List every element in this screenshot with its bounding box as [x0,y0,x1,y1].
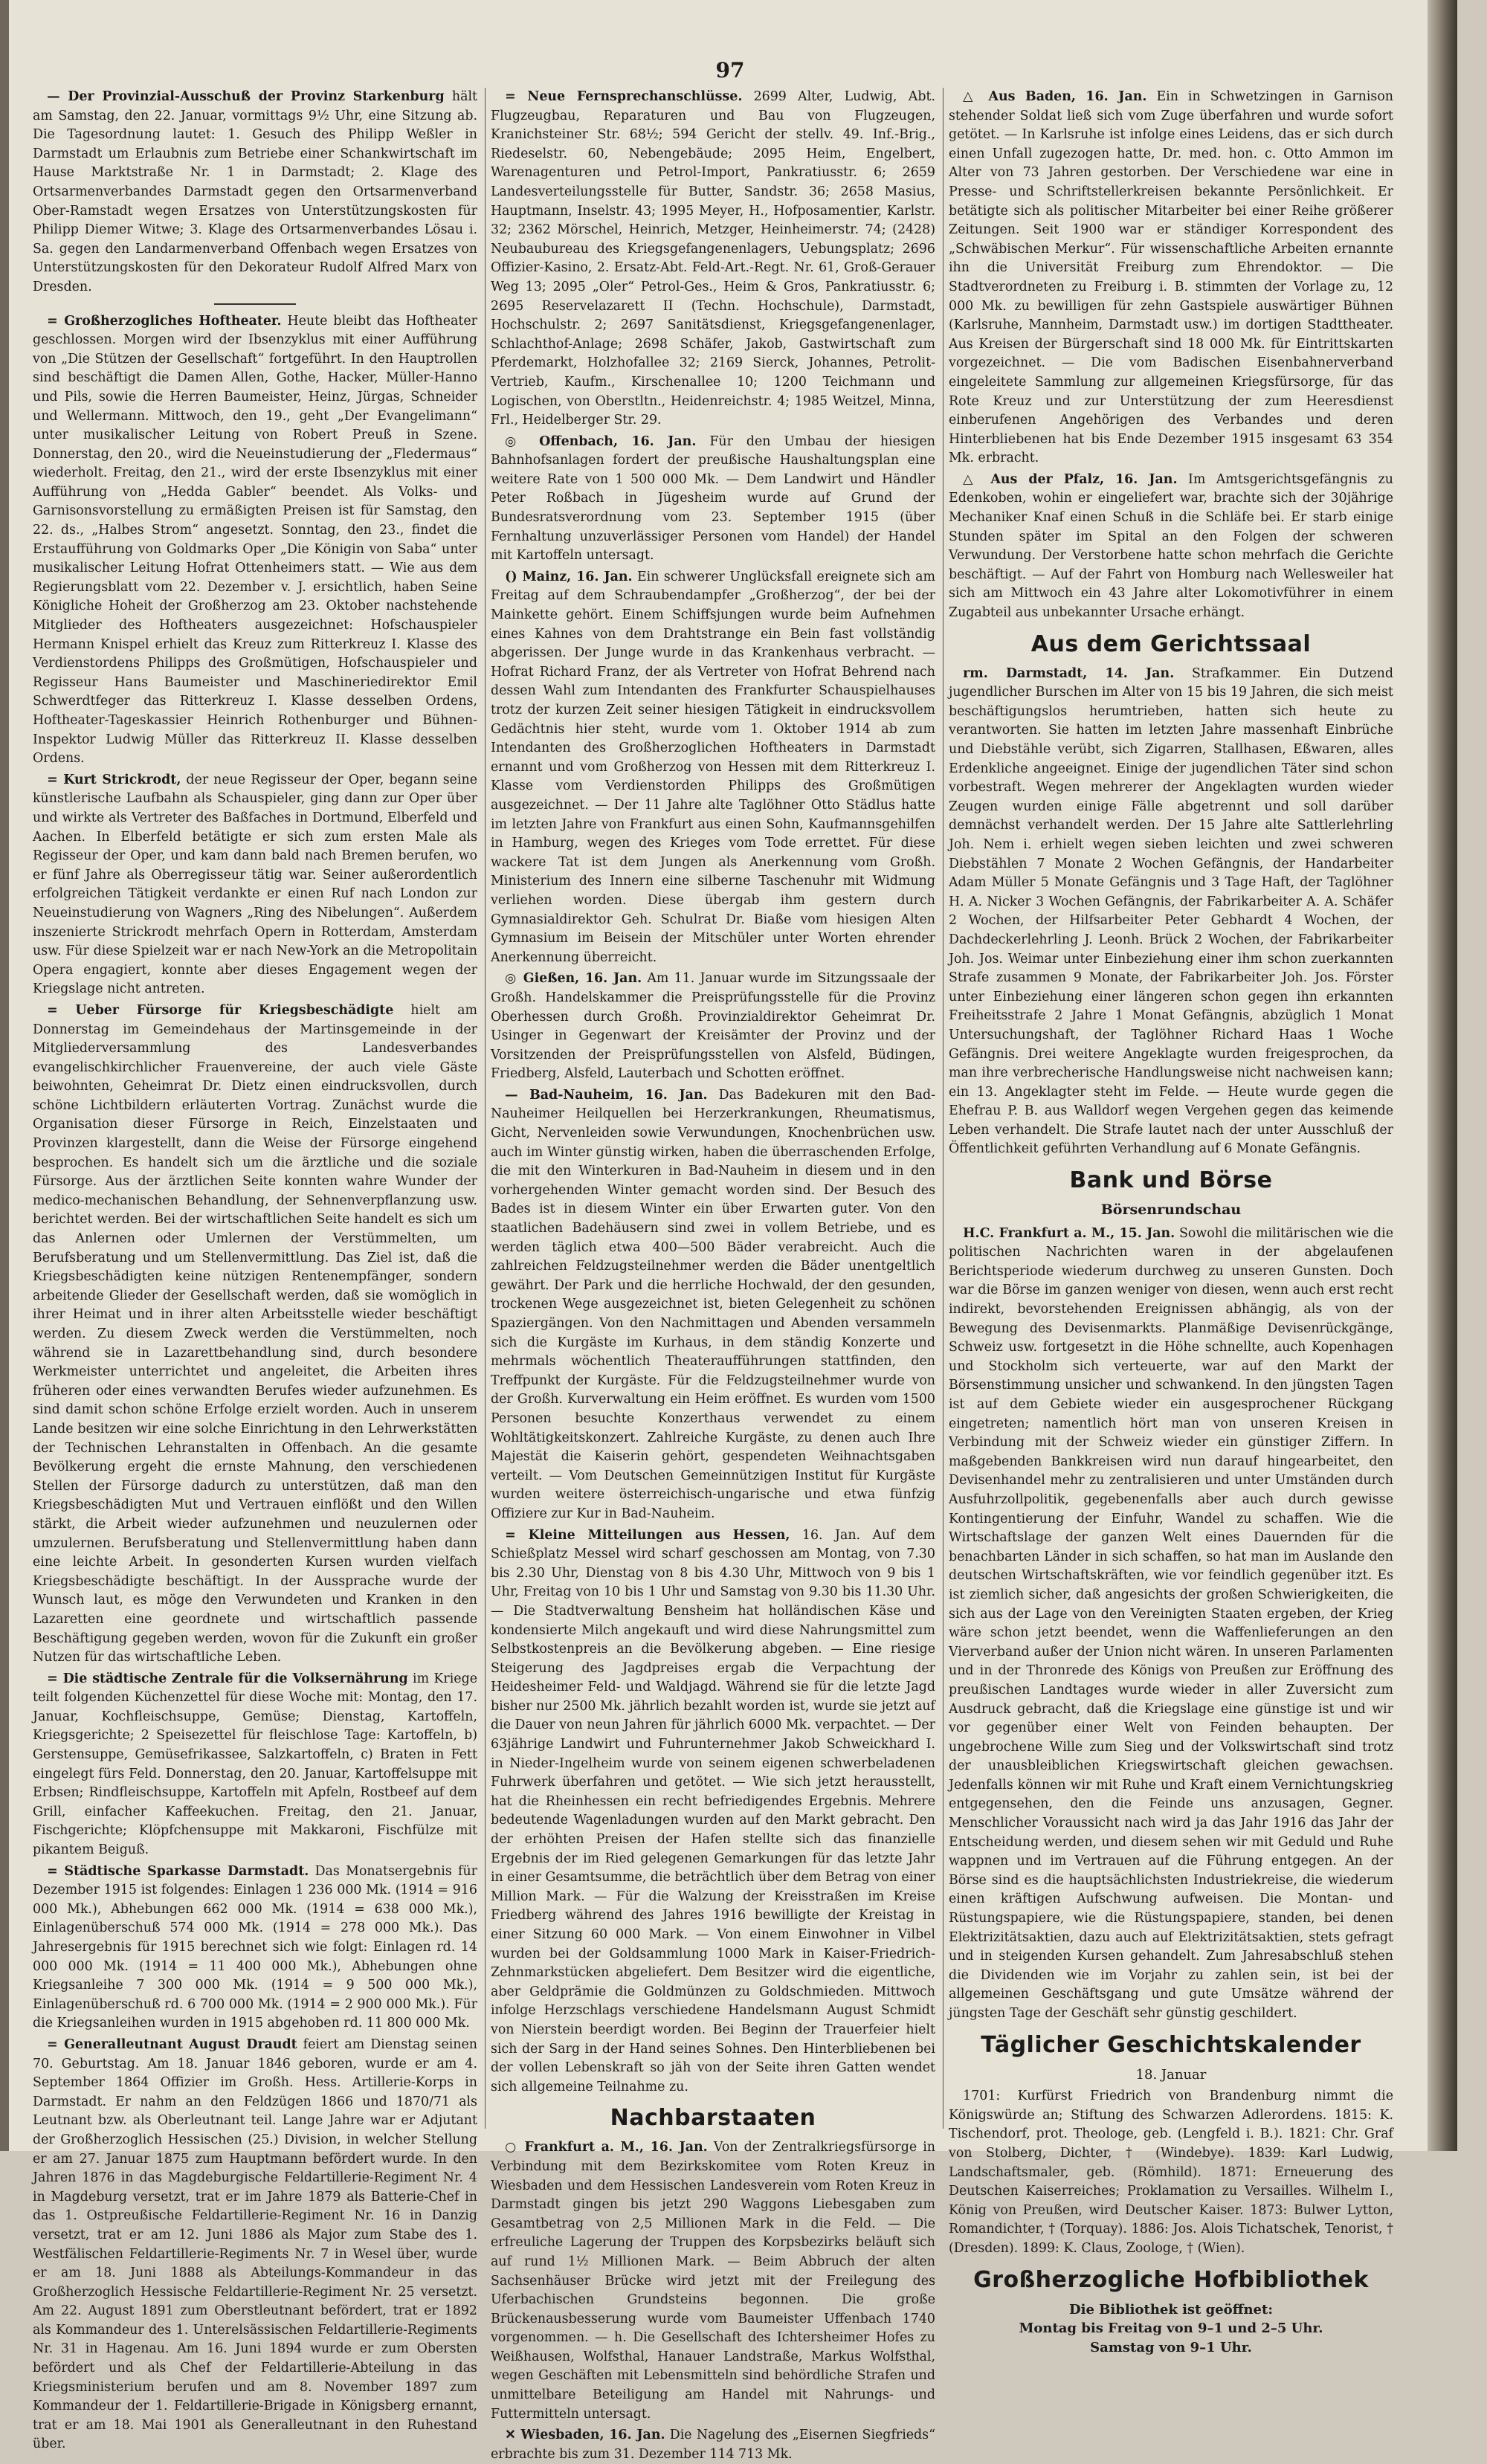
item-heading: ◎ Gießen, 16. Jan. [505,971,642,987]
section-subheading-boersenrundschau: Börsenrundschau [1100,1202,1242,1219]
item-text: Heute bleibt das Hoftheater geschlossen. Morgen wird der Ibsenzyklus mit einer Aufführung von „Die Stützen der Gesellschaft“ fortgeführt. In den Hauptrollen sind beschäftigt die Damen Allen, Gothe, Hacker, Müller-Hanno und Pils, sowie die Herren Baumeister, Heinz, Jürgas, Schneider und Wellermann. Mittwoch, den 19., geht „Der Evangelimann“ unter musikalischer Leitung von Robert Preuß in Szene. Donnerstag, den 20., wird die Neueinstudierung der „Fledermaus“ wiederholt. Freitag, den 21., wird der erste Ibsenzyklus mit einer Aufführung von „Hedda Gabler“ beendet. Als Volks- und Garnisonsvorstellung zu ermäßigten Preisen ist für Samstag, den 22. ds., „Halbes Strom“ angesetzt. Sonntag, den 23., findet die Erstaufführung von Goldmarks Oper „Die Königin von Saba“ unter musikalischer Leitung Hofrat Ottenheimers statt. — Wie aus dem Regierungsblatt vom 22. Dezember v. J. ersichtlich, haben Seine Königliche Hoheit der Großherzog am 23. Oktober nachstehende Mitglieder des Hoftheaters ausgezeichnet: Hofschauspieler Hermann Knispel erhielt das Kreuz zum Ritterkreuz I. Klasse des Verdienstordens Philipps des Großmütigen, Hofschauspieler und Regisseur Hans Baumeister und Maschineriedirektor Emil Schwerdtfeger das Ritterkreuz I. Klasse desselben Ordens, Hoftheater-Tageskassier Heinrich Rothenburger und Bühnen-Inspektor Ludwig Müller das Ritterkreuz II. Klasse desselben Ordens. [33,313,477,767]
library-notice-line: Die Bibliothek ist geöffnet: [1069,2301,1273,2318]
news-item [33,2036,477,2454]
item-heading: H.C. Frankfurt a. M., 15. Jan. [963,1225,1175,1241]
item-heading: ✕ Wiesbaden, 16. Jan. [505,2428,665,2443]
news-item [491,1086,935,1524]
item-text: hält am Samstag, den 22. Januar, vormittags 9½ Uhr, eine Sitzung ab. Die Tagesordnung lautet: 1. Gesuch des Philipp Weßler in Darmstadt um Erlaubnis zum Betriebe einer Schankwirtschaft im Hause Marktstraße Nr. 1 in Darmstadt; 2. Klage des Ortsarmenverbandes Darmstadt gegen den Ortsarmenverband Ober-Ramstadt wegen Ersatzes von Unterstützungskosten für Philipp Diemer Witwe; 3. Klage des Ortsarmenverbandes Lösau i. Sa. gegen den Landarmenverband Offenbach wegen Ersatzes von Unterstützungskosten für den Dekorateur Rudolf Alfred Marx von Dresden. [33,89,477,294]
item-text: feiert am Dienstag seinen 70. Geburtstag. Am 18. Januar 1846 geboren, wurde er am 4. September 1864 Offizier im Großh. Hess. Artillerie-Korps in Darmstadt. Er nahm an den Feldzügen 1866 und 1870/71 als Leutnant bzw. als Oberleutnant teil. Lange Jahre war er Adjutant der Großherzoglich Hessischen (25.) Division, in welcher Stellung er am 27. Januar 1875 zum Hauptmann befördert wurde. In den Jahren 1876 in das Magdeburgische Feldartillerie-Regiment Nr. 4 in Magdeburg versetzt, trat er im Jahre 1879 als Batterie-Chef in das 1. Ostpreußische Feldartillerie-Regiment Nr. 16 in Danzig versetzt, trat er am 12. Juni 1886 als Major zum Stabe des 1. Westfälischen Feldartillerie-Regiments Nr. 7 in Wesel über, wurde er am 18. Juni 1888 als Abteilungs-Kommandeur in das Großherzoglich Hessische Feldartillerie-Regiment Nr. 25 versetzt. Am 22. August 1891 zum Oberstleutnant befördert, trat er 1892 als Kommandeur des 1. Unterelsässischen Feldartillerie-Regiments Nr. 31 in Hagenau. Am 16. Juni 1894 wurde er zum Obersten befördert und als Chef der Feldartillerie-Abteilung in das Kriegsministerium berufen und am 8. November 1897 zum Kommandeur der 1. Feldartillerie-Brigade in Königsberg ernannt, trat er am 18. Mai 1901 als Generalleutnant in den Ruhestand über. [33,2036,477,2452]
item-text: hielt am Donnerstag im Gemeindehaus der Martinsgemeinde in der Mitgliederversammlung des Landesverbandes evangelischkirchlicher Frauenvereine, der auch viele Gäste beiwohnten, Geheimrat Dr. Dietz einen eindrucksvollen, durch schöne Lichtbildern erläuterten Vortrag. Zunächst wurde die Organisation dieser Fürsorge in Reich, Einzelstaaten und Provinzen klargestellt, dann die Weise der Fürsorge eingehend besprochen. Es handelt sich um die ärztliche und die soziale Fürsorge. Aus der ärztlichen Seite konnten wahre Wunder der medico-mechanischen Behandlung, der Sehnenverpflanzung usw. berichtet werden. Bei der wirtschaftlichen Seite handelt es sich um das Anlernen oder Umlernen der Verstümmelten, um Berufsberatung und um Stellenvermittlung. Das Ziel ist, daß die Kriegsbeschädigten keine nützigen Rentenempfänger, sondern arbeitende Glieder der Gesellschaft werden, daß sie womöglich in ihrer Heimat und in ihrer alten Arbeitsstelle wieder beschäftigt werden. Zu diesem Zweck werden die Verstümmelten, noch während sie in Lazarettbehandlung sind, durch besondere Werkmeister unterrichtet und angeleitet, die Arbeiten ihres früheren oder eines verwandten Berufes wieder aufzunehmen. Es sind damit schon schöne Erfolge erzielt worden. Auch in unserem Lande besitzen wir eine solche Einrichtung in den Lehrwerkstätten der Technischen Lehranstalten in Offenbach. An die gesamte Bevölkerung ergeht die ernste Mahnung, den verschiedenen Stellen der Fürsorge dadurch zu unterstützen, daß man den Kriegsbeschädigten Mut und Vertrauen einflößt und den Willen stärkt, die Arbeit wieder aufzunehmen und neuzulernen oder umzulernen. Berufsberatung und Stellenvermittlung haben dann eine leichte Arbeit. In gesonderten Kursen wurden vielfach Kriegsbeschädigte beschäftigt. In der Aussprache wurde der Wunsch laut, es möge den Verwundeten und Kranken in den Lazaretten eine geordnete und wirtschaftlich passende Beschäftigung gegeben werden, wovon für die Zukunft ein großer Nutzen für das wirtschaftliche Leben. [33,1002,477,1665]
item-heading: = Ueber Fürsorge für Kriegsbeschädigte [47,1002,394,1018]
section-heading-hofbibliothek: Großherzogliche Hofbibliothek [973,2266,1369,2293]
calendar-date: 18. Januar [1135,2066,1207,2083]
item-text: Ein in Schwetzingen in Garnison stehender Soldat ließ sich vom Zuge überfahren und wurde sofort getötet. — In Karlsruhe ist infolge eines Leidens, das er sich durch einen Unfall zugezogen hatte, Dr. med. hon. c. Otto Ammon im Alter von 73 Jahren gestorben. Der Verschiedene war eine in Presse- und Schriftstellerkreisen bekannte Persönlichkeit. Er betätigte sich als politischer Mitarbeiter bei einer Reihe größerer Zeitungen. Seit 1900 war er ständiger Korrespondent des „Schwäbischen Merkur“. Für wissenschaftliche Arbeiten ernannte ihn die Universität Freiburg zum Ehrendoktor. — Die Stadtverordneten zu Freiburg i. B. stimmten der Vorlage zu, 12 000 Mk. zu bewilligen für zehn Gastspiele auswärtiger Bühnen (Karlsruhe, Mannheim, Darmstadt usw.) im dortigen Stadttheater. Aus Kreisen der Bürgerschaft sind 18 000 Mk. für Eintrittskarten vorgezeichnet. — Die vom Badischen Eisenbahnerverband eingeleitete Sammlung zur allgemeinen Kriegsfürsorge, für das Rote Kreuz und zur Unterstützung der zum Heeresdienst einberufenen Angehörigen des Verbandes und deren Hinterbliebenen hat bis Ende Dezember 1915 insgesamt 63 354 Mk. erbracht. [949,89,1393,466]
item-heading: = Die städtische Zentrale für die Volksernährung [47,1671,408,1686]
section-heading-gerichtssaal: Aus dem Gerichtssaal [1030,630,1312,657]
section-heading-kalender: Täglicher Geschichtskalender [981,2031,1361,2058]
section-heading-bank: Bank und Börse [1069,1167,1273,1194]
item-text: im Kriege teilt folgenden Küchenzettel für diese Woche mit: Montag, den 17. Januar, Kochfleischsuppe, Gemüse; Dienstag, Kartoffeln, Kriegsgerichte; 2 Speisezettel für fleischlose Tage: Kartoffeln, b) Gerstensuppe, Gemüsefrikassee, Salzkartoffeln, c) Braten in Fett eingelegt fürs Feld. Donnerstag, den 20. Januar, Kartoffelsuppe mit Erbsen; Rindfleischsuppe, Kartoffeln mit Apfeln, Rostbeef auf dem Grill, einfacher Kaffeekuchen. Freitag, den 21. Januar, Fischgerichte; Klöpfchensuppe mit Makkaroni, Fischfülze mit pikantem Beiguß. [33,1671,477,1858]
news-item [33,1862,477,2034]
item-text: der neue Regisseur der Oper, begann seine künstlerische Laufbahn als Schauspieler, ging dann zur Oper über und wirkte als Vertreter des Baßfaches in Dortmund, Elberfeld und Aachen. In Elberfeld betätigte er sich zum ersten Male als Regisseur der Oper, und kam dann bald nach Bremen berufen, wo er fünf Jahre als Oberregisseur tätig war. Seiner außerordentlich erfolgreichen Tätigkeit verdankte er einen Ruf nach London zur Neueinstudierung von Wagners „Ring des Nibelungen“. Außerdem inszenierte Strickrodt mehrfach Opern in Rotterdam, Amsterdam usw. Für diese Spielzeit war er nach New-York an die Metropolitain Opera engagiert, konnte aber dieses Engagement wegen der Kriegslage nicht antreten. [33,772,477,997]
column-3 [949,88,1394,2355]
item-heading: = Kleine Mitteilungen aus Hessen, [505,1527,790,1543]
section-heading-nachbarstaaten: Nachbarstaaten [610,2105,816,2132]
column-rule-2 [943,88,944,2129]
news-item [949,88,1393,468]
item-heading: ○ Frankfurt a. M., 16. Jan. [505,2140,708,2155]
item-text: Für den Umbau der hiesigen Bahnhofsanlagen fordert der preußische Haushaltungsplan eine weitere Rate von 1 500 000 Mk. — Dem Landwirt und Händler Peter Roßbach in Jügesheim wurde auf Grund der Bundesratsverordnung vom 23. September 1915 (über Fernhaltung unzuverlässiger Personen vom Handel) der Handel mit Kartoffeln untersagt. [491,433,935,564]
scan-edge [0,0,9,2151]
news-item [33,88,477,297]
column-2 [491,88,936,2462]
item-heading: △ Aus Baden, 16. Jan. [963,89,1147,104]
book-spine [1428,0,1457,2151]
item-heading: = Generalleutnant August Draudt [47,2036,297,2052]
item-text: 2699 Alter, Ludwig, Abt. Flugzeugbau, Reparaturen und Bau von Flugzeugen, Kranichsteiner Str. 68½; 594 Gericht der stellv. 49. Inf.-Brig., Riedeselstr. 60, Nebengebäude; 2095 Heim, Engelbert, Warenagenturen und Petrol-Import, Pankratiusstr. 6; 2659 Landesverteilungsstelle für Butter, Sandstr. 36; 2658 Masius, Hauptmann, Inselstr. 43; 1995 Meyer, H., Hofposamentier, Karlstr. 32; 2362 Mörschel, Heinrich, Metzger, Heinheimerstr. 74; (2428) Neubaubureau des Kriegsgefangenenlagers, Uebungsplatz; 2696 Offizier-Kasino, 2. Ersatz-Abt. Feld-Art.-Regt. Nr. 61, Groß-Gerauer Weg 13; 2095 „Oler“ Petrol-Ges., Heim & Gros, Pankratiusstr. 6; 2695 Reservelazarett II (Techn. Hochschule), Darmstadt, Hochschulstr. 2; 2697 Sanitätsdienst, Kriegsgefangenenlager, Schlachthof-Anlage; 2698 Schäfer, Jakob, Gastwirtschaft zum Pferdemarkt, Holzhofallee 32; 2169 Sierck, Johannes, Petrolit-Vertrieb, Kaufm., Kirschenallee 10; 1200 Teichmann und Logischen, von Oberstltn., Heidenreichstr. 4; 1985 Weitzel, Minna, Frl., Heidelberger Str. 29. [491,89,935,428]
item-heading: — Der Provinzial-Ausschuß der Provinz Starkenburg [47,89,445,104]
news-item [491,2138,935,2424]
item-text: 16. Jan. Auf dem Schießplatz Messel wird scharf geschossen am Montag, von 7.30 bis 2.30 Uhr, Dienstag von 8 bis 4.30 Uhr, Mittwoch von 9 bis 1 Uhr, Freitag von 10 bis 1 Uhr und Samstag von 9.30 bis 11.30 Uhr. — Die Stadtverwaltung Bensheim hat holländischen Käse und kondensierte Milch angekauft und wird diese Nahrungsmittel zum Selbstkostenpreis an die Bevölkerung abgeben. — Eine riesige Steigerung des Jagdpreises ergab die Verpachtung der Heidesheimer Feld- und Waldjagd. Während sie für die letzte Jagd bisher nur 2500 Mk. jährlich bezahlt worden ist, wurde sie jetzt auf die Dauer von neun Jahren für jährlich 6000 Mk. verpachtet. — Der 63jährige Landwirt und Fuhrunternehmer Jakob Schweickhard I. in Nieder-Ingelheim wurde von seinem eigenen schwerbeladenen Fuhrwerk überfahren und getötet. — Wie sich jetzt herausstellt, hat die Rheinhessen ein recht befriedigendes Ergebnis. Mehrere bedeutende Wagenladungen wurden auf den Markt gebracht. Den der erhöhten Preisen der Hafen stellte sich das finanzielle Ergebnis der im Ried gelegenen Gemarkungen für das letzte Jahr in einer Gesamtsumme, die beträchtlich über dem Betrag von einer Million Mark. — Für die Walzung der Kreisstraßen im Kreise Friedberg während des Jahres 1916 bewilligte der Kreistag in einer Sitzung 60 000 Mark. — Von einem Einwohner in Vilbel wurden bei der Goldsammlung 1000 Mark in Kaiser-Friedrich-Zehnmarkstücken abgeliefert. Dem Besitzer wird die eigentliche, aber Geldprämie die Goldmünzen zu Goldschmieden. Mittwoch infolge Herzschlags verschiedene Handelsmann August Schmidt von Nierstein beerdigt worden. Bei Beginn der Trauerfeier hielt sich der Sarg in der Hand seines Sohnes. Den Hinterbliebenen bei der vollen Lebenskraft so jäh von der Seite ihren Gatten wendet sich allgemeine Teilnahme zu. [491,1527,936,2094]
item-heading: = Großherzogliches Hoftheater. [47,313,282,329]
item-text: Sowohl die militärischen wie die politischen Nachrichten waren in der abgelaufenen Berichtsperiode wiederum durchweg zu unseren Gunsten. Doch war die Börse im ganzen weniger von diesen, wenn auch erst recht indirekt, bevorstehenden Ereignissen abhängig, als von der Bewegung des Devisenmarkts. Planmäßige Devisenrückgänge, Schweiz usw. fortgesetzt in die Höhe schnellte, auch Kopenhagen und Stockholm sich verteuerte, war auf den Markt der Börsenstimmung unsicher und schwankend. In den jüngsten Tagen ist auf dem Gebiete wieder ein ausgesprochener Rückgang eingetreten; namentlich hört man von unseren Kreisen in Verbindung mit der Schweiz wieder ein günstiger Ziffern. In maßgebenden Bankkreisen wird nun darauf hingearbeitet, den Devisenhandel mehr zu zentralisieren und unter Umständen durch Ausfuhrzollpolitik, gegebenenfalls aber auch durch gewisse Kontingentierung der Einfuhr, Wandel zu schaffen. Wie die Wirtschaftslage der ganzen Welt eines Dauernden für die benachbarten Länder in sich schaffen, so hat man im Auslande den deutschen Wirtschaftskräften, wie vor feindlich gegenüber itzt. Es ist ziemlich sicher, daß angesichts der großen Schwierigkeiten, die sich aus der Lage von den Vereinigten Staaten ergeben, der Krieg wäre schon jetzt beendet, wenn die Waffenlieferungen an den Vierverband außer der Union nicht wären. In unseren Parlamenten und in der Thronrede des Königs von Preußen zur Eröffnung des preußischen Landtages wurde wieder in aller Zuversicht zum Ausdruck gebracht, daß die Kriegslage eine günstige ist und wir vor gegenüber einer Welt von Feinden behaupten. Der ungebrochene Wille zum Sieg und der Volkswirtschaft sind trotz der unausbleiblichen Kriegswirtschaft gleichen gewachsen. Jedenfalls können wir mit Ruhe und Kraft einem Vernichtungskrieg entgegensehen, den die Feinde uns anzusagen, Gegner. Menschlicher Voraussicht nach wird ja das Jahr 1916 das Jahr der Entscheidung werden, und diesem sehen wir mit Geduld und Ruhe wappnen und im Vertrauen auf die Führung entgegen. An der Börse sind es die hauptsächlichsten Industriekreise, die wiederum einen kräftigen Aufschwung aufweisen. Die Montan- und Rüstungspapiere, wie die Rüstungspapiere, standen, bei denen Elektrizitätsaktien, dazu auch auf Elektrizitätsaktien, stets gefragt und in steigenden Kursen gehandelt. Zum Jahresabschluß stehen die Dividenden wie im Vorjahr zu zahlen sein, ist bei der allgemeinen Geschäftsgang und gute Umsätze während der jüngsten Tage der Geschäft sehr günstig geschildert. [949,1225,1394,2021]
item-text: Im Amtsgerichtsgefängnis zu Edenkoben, wohin er eingeliefert war, brachte sich der 30jährige Mechaniker Knaf einen Schuß in die Schläfe bei. Er starb einige Stunden später im Spital an den Folgen der schweren Verwundung. Der Verstorbene hatte schon mehrfach die Gerichte beschäftigt. — Auf der Fahrt von Homburg nach Wellesweiler hat sich am Mittwoch ein 43 Jahre alter Lokomotivführer in einem Zugabteil aus unbekannter Ursache erhängt. [949,471,1393,621]
item-heading: = Neue Fernsprechanschlüsse. [505,89,743,104]
item-text: Strafkammer. Ein Dutzend jugendlicher Burschen im Alter von 15 bis 19 Jahren, die sich meist beschäftigungslos herumtrieben, hatten sich heute zu verantworten. Sie hatten im letzten Jahre massenhaft Einbrüche und Diebstähle verübt, sich Zigarren, Stallhasen, Eßwaren, alles Erdenkliche angeeignet. Einige der jugendlichen Täter sind schon vorbestraft. Wegen mehrerer der Angeklagten wurden wieder Zeugen wurden einige Fälle abgetrennt und soll darüber demnächst verhandelt werden. Der 15 Jahre alte Sattlerlehrling Joh. Nem i. erhielt wegen sieben leichten und zwei schweren Diebstählen 7 Monate 2 Wochen Gefängnis, der Handarbeiter Adam Müller 5 Monate Gefängnis und 3 Tage Haft, der Taglöhner H. A. Nicker 3 Wochen Gefängnis, der Fabrikarbeiter A. A. Schäfer 2 Wochen, der Hilfsarbeiter Peter Gebhardt 4 Wochen, der Dachdeckerlehrling J. Leonh. Brück 2 Wochen, der Fabrikarbeiter Joh. Jos. Weimar unter Einbeziehung einer ihm schon zuerkannten Strafe zusammen 9 Monate, der Fabrikarbeiter Joh. Jos. Förster unter Einbeziehung einer längeren schon gegen ihn erkannten Freiheitsstrafe 2 Jahre 1 Monat Gefängnis, abzüglich 1 Monat Untersuchungshaft, der Taglöhner Richard Haas 1 Woche Gefängnis. Drei weitere Angeklagte wurden freigesprochen, da man ihre verbrecherische Handlungsweise nicht nachweisen kann; ein 13. Angeklagter steht im Felde. — Heute wurde gegen die Ehefrau P. B. aus Walldorf wegen Vergehen gegen das keimende Leben verhandelt. Die Strafe lautet nach der unter Ausschluß der Öffentlichkeit geführten Verhandlung auf 6 Monate Gefängnis. [949,665,1394,1157]
news-item [949,1225,1393,2024]
item-heading: rm. Darmstadt, 14. Jan. [963,665,1175,681]
column-1 [33,88,477,2452]
item-text: Von der Zentralkriegsfürsorge in Verbindung mit dem Bezirkskomitee vom Roten Kreuz in Wiesbaden und dem Hessischen Landesverein vom Roten Kreuz in Darmstadt gingen bis jetzt 290 Waggons Liebesgaben zum Gesamtbetrag von 2,5 Millionen Mark in die Feld. — Die erfreuliche Lagerung der Truppen des Korpsbezirks beläuft sich auf rund 1½ Millionen Mark. — Beim Abbruch der alten Sachsenhäuser Brücke wird jetzt mit der Freilegung des Uferbachischen Grundsteins begonnen. Die große Brückenausbesserung wurde vom Baumeister Uffenbach 1740 vorgenommen. — h. Die Gesellschaft des Ichtersheimer Hofes zu Weißhausen, Wolfsthal, Hanauer Landstraße, Markus Wolfsthal, wegen Geschäften mit Lebensmitteln sind behördliche Strafen und unmittelbare Beteiligung am Handel mit Nahrungs- und Futtermitteln untersagt. [491,2140,935,2422]
item-divider [214,303,296,305]
news-item [33,771,477,999]
news-item [33,312,477,769]
calendar-text: 1701: Kurfürst Friedrich von Brandenburg nimmt die Königswürde an; Stiftung des Schwarzen Adlerordens. 1815: K. Tischendorf, prot. Theologe, geb. (Lengfeld i. B.). 1821: Chr. Graf von Stolberg, Dichter, † (Windebye). 1839: Karl Ludwig, Landschaftsmaler, geb. (Römhild). 1871: Erneuerung des Deutschen Kaiserreiches; Proklamation zu Versailles. Wilhelm I., König von Preußen, wird Deutscher Kaiser. 1873: Bulwer Lytton, Romandichter, † (Torquay). 1886: Jos. Alois Tichatschek, Tenorist, † (Dresden). 1899: K. Claus, Zoologe, † (Wien). [949,2089,1393,2256]
item-heading: = Städtische Sparkasse Darmstadt. [47,1863,309,1879]
item-heading: — Bad-Nauheim, 16. Jan. [505,1087,708,1103]
newspaper-page [9,0,1457,2462]
news-item [491,568,935,967]
page-number: 97 [715,58,745,83]
news-item [949,471,1393,623]
news-item [491,433,935,566]
item-heading: () Mainz, 16. Jan. [505,569,633,584]
news-item [33,1002,477,1668]
item-text: Ein schwerer Unglücksfall ereignete sich am Freitag auf dem Schraubendampfer „Großherzog“, der bei der Mainkette gehört. Einem Schiffsjungen wurde beim Aufnehmen eines Kahnes von dem Drahtstrange ein Bein fast vollständig abgerissen. Der Junge wurde in das Krankenhaus verbracht. — Hofrat Richard Franz, der als Vertreter von Hofrat Behrend nach dessen Wahl zum Intendanten des Frankfurter Schauspielhauses trotz der kurzen Zeit seiner hiesigen Tätigkeit in eindrucksvollem Gedächtnis hier steht, wurde vom 1. Oktober 1914 ab zum Intendanten des Großherzoglichen Hoftheaters in Darmstadt ernannt und vom Großherzog von Hessen mit dem Ritterkreuz I. Klasse vom Verdienstorden Philipps des Großmütigen ausgezeichnet. — Der 11 Jahre alte Taglöhner Otto Städlus hatte im letzten Jahre von Frankfurt aus einen Sohn, Kaufmannsgehilfen in Hamburg, wegen des Krieges vom Tode errettet. Für diese wackere Tat ist dem Jungen als Anerkennung vom Großh. Ministerium des Innern eine silberne Taschenuhr mit Widmung verliehen worden. Diese übergab ihm gestern durch Gymnasialdirektor Geh. Schulrat Dr. Biaße vom hiesigen Alten Gymnasium im Beisein der Mitschüler unter Worten ehrender Anerkennung überreicht. [491,569,935,965]
library-notice-line: Samstag von 9–1 Uhr. [1090,2339,1252,2355]
news-item [491,970,935,1084]
news-item [491,88,935,430]
item-text: Das Monatsergebnis für Dezember 1915 ist folgendes: Einlagen 1 236 000 Mk. (1914 = 916 000 Mk.), Abhebungen 662 000 Mk. (1914 = 638 000 Mk.), Einlagenüberschuß 574 000 Mk. (1914 = 278 000 Mk.). Das Jahresergebnis für 1915 berechnet sich wie folgt: Einlagen rd. 14 000 000 Mk. (1914 = 11 400 000 Mk.), Abhebungen ohne Kriegsanleihe 7 300 000 Mk. (1914 = 9 500 000 Mk.), Einlagenüberschuß rd. 6 700 000 Mk. (1914 = 2 900 000 Mk.). Für die Kriegsanleihen wurden in 1915 abgehoben rd. 11 800 000 Mk. [33,1863,477,2031]
news-item [491,2426,935,2464]
item-heading: △ Aus der Pfalz, 16. Jan. [963,471,1178,487]
item-text: Am 11. Januar wurde im Sitzungssaale der Großh. Handelskammer die Preisprüfungsstelle für die Provinz Oberhessen durch Großh. Provinzialdirektor Geheimrat Dr. Usinger in Gegenwart der Kreisämter der Provinz und der Vorsitzenden der Preisprüfungsstellen von Alsfeld, Büdingen, Friedberg, Alsfeld, Lauterbach und Schotten eröffnet. [491,971,935,1082]
library-notice-line: Montag bis Freitag von 9–1 und 2–5 Uhr. [1019,2321,1323,2337]
column-rule-1 [485,88,486,2129]
news-item [33,1670,477,1860]
item-heading: = Kurt Strickrodt, [47,772,181,787]
item-heading: ◎ Offenbach, 16. Jan. [505,433,697,449]
news-item [949,665,1393,1159]
item-text: Die Nagelung des „Eisernen Siegfrieds“ erbrachte bis zum 31. Dezember 114 713 Mk. [491,2428,935,2462]
item-text: Das Badekuren mit den Bad-Nauheimer Heilquellen bei Herzerkrankungen, Rheumatismus, Gicht, Nervenleiden sowie Verwundungen, Knochenbrüchen usw. auch im Winter günstig wirken, haben die überraschenden Erfolge, die mit den Winterkuren in Bad-Nauheim in diesem und in den vorhergehenden Winter gemacht worden sind. Der Besuch des Bades ist in diesem Winter ein über Erwarten guter. Von den staatlichen Badehäusern sind zwei in vollem Betriebe, und es werden täglich etwa 400—500 Bäder verabreicht. Auch die zahlreichen Feldzugsteilnehmer werden die Bäder unentgeltlich gewährt. Der Park und die herrliche Hochwald, der den gesunden, trockenen Wege ausgezeichnet ist, bieten Gelegenheit zu schönen Spaziergängen. Von den Nachmittagen und Abenden versammeln sich die Kurgäste im Kurhaus, in dem ständig Konzerte und mehrmals wöchentlich Theateraufführungen stattfinden, den Treffpunkt der Kurgäste. Für die Feldzugsteilnehmer wurde von der Großh. Kurverwaltung ein Heim eröffnet. Es wurden vom 1500 Personen besuchte Konzerthaus verwendet zu einem Wohltätigkeitskonzert. Zahlreiche Kurgäste, zu denen auch Ihre Majestät die Kaiserin gehört, gespendeten Weihnachtsgaben verteilt. — Vom Deutschen Gemeinnützigen Institut für Kurgäste wurden weitere österreichisch-ungarische und etwa fünfzig Offiziere zur Kur in Bad-Nauheim. [491,1087,935,1521]
news-item [491,1526,935,2097]
